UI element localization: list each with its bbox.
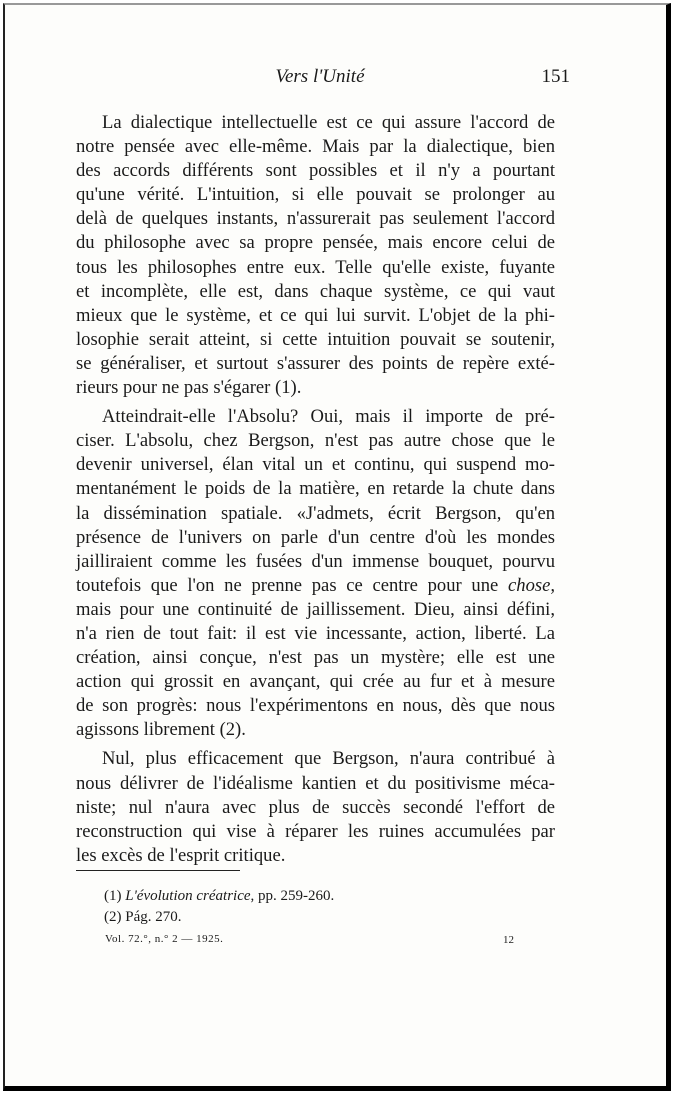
paragraph-1 [76, 111, 555, 400]
footnote-rule [76, 870, 240, 871]
italic-word: chose, [508, 574, 555, 596]
paragraph-3 [76, 747, 555, 867]
text-line: rieurs pour ne pas s'égarer (1). [76, 377, 302, 399]
text-line: agissons librement (2). [76, 719, 246, 741]
text-line: de son progrès: nous l'expérimentons en nous, dès que nous [76, 695, 555, 717]
text-line: des accords différents sont possibles et il n'y a pourtant [76, 160, 555, 182]
text-line: reconstruction qui vise à réparer les ruines accumulées par [76, 820, 555, 842]
text-line: losophie serait atteint, si cette intuition pouvait se soutenir, [76, 328, 555, 350]
text-line: devenir universel, élan vital un et continu, qui suspend mo- [76, 454, 555, 476]
text-line: tous les philosophes entre eux. Telle qu'elle existe, fuyante [76, 256, 555, 278]
text-line: n'a rien de tout fait: il est vie incessante, action, liberté. La [76, 622, 555, 644]
text-line: notre pensée avec elle-même. Mais par la dialectique, bien [76, 136, 555, 158]
text-line: jailliraient comme les fusées d'un immense bouquet, pourvu [76, 550, 555, 572]
text-line: mieux que le système, et ce qui lui survit. L'objet de la phi- [76, 304, 555, 326]
text-line: mentanément le poids de la matière, en retarde la chute dans [76, 478, 555, 500]
text-line: delà de quelques instants, n'assurerait pas seulement l'accord [76, 208, 555, 230]
text-line: les excès de l'esprit critique. [76, 844, 286, 866]
page-number: 151 [541, 66, 570, 87]
text-line: mais pour une continuité de jaillissement. Dieu, ainsi défini, [76, 598, 555, 620]
text-line: qu'une vérité. L'intuition, si elle pouvait se prolonger au [76, 184, 555, 206]
text-line: création, ainsi conçue, n'est pas un mystère; elle est une [76, 647, 555, 669]
footnote-2: (2) Pág. 270. [104, 909, 182, 925]
body-text [76, 111, 555, 868]
footnote-pages: , pp. 259-260. [250, 888, 335, 904]
text-line: Nul, plus efficacement que Bergson, n'aura contribué à [102, 748, 555, 770]
text-segment: toutefois que l'on ne prenne pas ce centre pour une [76, 574, 499, 596]
text-line: La dialectique intellectuelle est ce qui assure l'accord de [102, 112, 555, 133]
text-line: du philosophe avec sa propre pensée, mais encore celui de [76, 232, 555, 254]
text-line: se généraliser, et surtout s'assurer des points de repère exté- [76, 352, 555, 374]
page-header [70, 66, 570, 96]
text-line: niste; nul n'aura avec plus de succès secondé l'effort de [76, 796, 555, 818]
text-line: Atteindrait-elle l'Absolu? Oui, mais il importe de pré- [102, 406, 555, 428]
footnote-title: L'évolution créatrice [125, 888, 251, 904]
footnotes [104, 886, 564, 928]
text-line: nous délivrer de l'idéalisme kantien et du positivisme méca- [76, 772, 555, 794]
text-line-with-italic [76, 574, 555, 598]
volume-line: Vol. 72.°, n.° 2 — 1925. [105, 933, 224, 945]
text-line: la dissémination spatiale. «J'admets, écrit Bergson, qu'en [76, 502, 555, 524]
text-line: ciser. L'absolu, chez Bergson, n'est pas autre chose que le [76, 430, 555, 452]
text-line: présence de l'univers on parle d'un centre d'où les mondes [76, 526, 555, 548]
signature-mark: 12 [503, 934, 514, 946]
text-line: et incomplète, elle est, dans chaque système, ce qui vaut [76, 280, 555, 302]
footnote-marker: (1) [104, 888, 122, 904]
text-line: action qui grossit en avançant, qui crée au fur et à mesure [76, 671, 555, 693]
paragraph-2 [76, 405, 555, 742]
running-title: Vers l'Unité [275, 66, 365, 87]
footnote-1 [104, 886, 564, 907]
